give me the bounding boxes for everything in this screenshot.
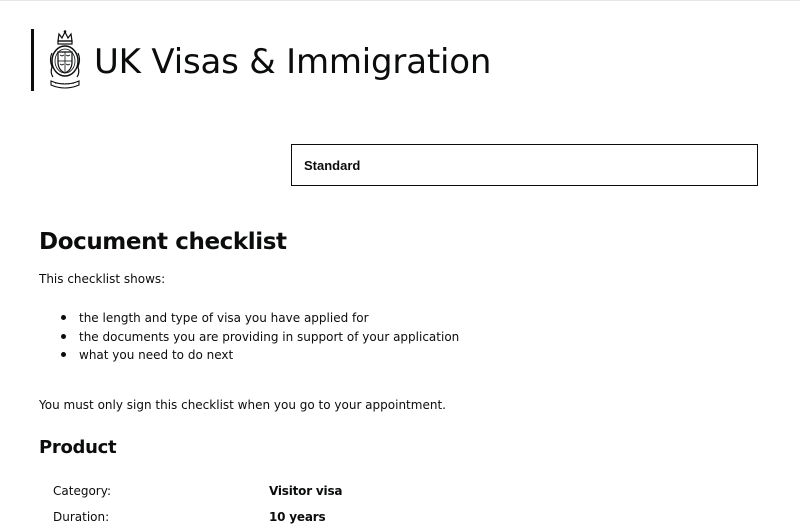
duration-value: 10 years	[269, 510, 326, 524]
intro-text: This checklist shows:	[39, 272, 166, 286]
ukvi-logo	[31, 28, 491, 92]
sign-instruction: You must only sign this checklist when you go to your appointment.	[39, 398, 446, 412]
list-item-text: the length and type of visa you have applied for	[79, 311, 369, 325]
org-name: UK Visas & Immigration	[94, 42, 492, 82]
bullet-dot-icon	[61, 334, 66, 339]
checklist-bullet-list	[61, 310, 459, 366]
product-row-duration	[53, 510, 325, 524]
top-divider	[0, 0, 800, 1]
page-title: Document checklist	[39, 229, 287, 255]
category-label: Category:	[53, 484, 111, 498]
list-item-text: what you need to do next	[79, 348, 234, 362]
standard-label-box	[291, 144, 758, 186]
royal-coat-of-arms-icon	[47, 29, 83, 91]
product-row-category	[53, 484, 342, 498]
bullet-dot-icon	[61, 352, 66, 357]
bullet-dot-icon	[61, 315, 66, 320]
list-item	[61, 347, 459, 366]
standard-label: Standard	[304, 157, 361, 173]
logo-divider-bar	[31, 29, 34, 91]
list-item-text: the documents you are providing in support of your application	[79, 329, 460, 344]
duration-label: Duration:	[53, 510, 110, 524]
category-value: Visitor visa	[269, 484, 343, 498]
product-heading: Product	[39, 437, 117, 458]
list-item	[61, 310, 459, 329]
list-item	[61, 329, 459, 348]
